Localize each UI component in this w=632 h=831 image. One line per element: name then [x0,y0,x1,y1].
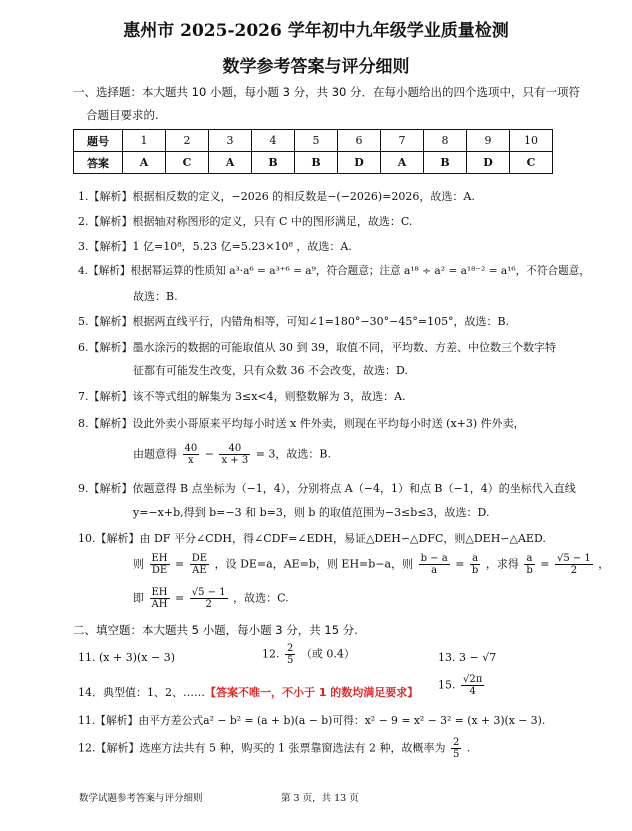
fraction: $\frac{40}{x}$ [184,443,198,466]
question-number: 3 [209,130,252,152]
fill-answer-14 [78,684,418,700]
text: 15. [438,678,456,692]
fraction: $\frac{EH}{AH}$ [151,587,168,610]
equals-sign: = [175,557,185,571]
question-number: 2 [166,130,209,152]
section2-heading: 二、填空题：本大题共 5 小题，每小题 3 分，共 15 分. [73,623,358,637]
solution-4-cont: 故选：B. [133,290,178,303]
answer-table-number-row [74,130,553,152]
text: 则 [133,557,144,571]
page-title: 惠州市 2025-2026 学年初中九年级学业质量检测 [123,21,509,41]
fraction: $\frac{EH}{DE}$ [151,553,168,576]
fraction: $\frac{2}{5}$ [452,737,460,760]
page-subtitle: 数学参考答案与评分细则 [222,57,410,77]
solution-4: 4.【解析】根据幂运算的性质知 a³·a⁶ = a³⁺⁶ = a⁹，符合题意；注意 a¹⁸ ÷ a² = a¹⁸⁻² = a¹⁶，不符合题意， [78,265,590,277]
fraction: $\frac{√5 - 1}{2}$ [191,587,226,610]
text: ，求得 [485,557,519,571]
solution-10-result [133,587,289,610]
fraction: $\frac{b - a}{a}$ [420,553,448,576]
question-number: 1 [123,130,166,152]
text: 12.【解析】选座方法共有 5 种，购买的 1 张票靠窗选法有 2 种，故概率为 [78,741,446,755]
equals-sign: = [175,591,185,605]
fraction: $\frac{√5 - 1}{2}$ [556,553,591,576]
question-number: 8 [424,130,467,152]
solution-10: 10.【解析】由 DF 平分∠CDH，得∠CDF=∠EDH，易证△DEH∽△DFC，则△DEH∽△AED. [78,532,546,545]
answer-cell: D [338,152,381,174]
question-number: 4 [252,130,295,152]
minus-sign: − [204,447,214,461]
explain-11: 11.【解析】由平方差公式a² − b² = (a + b)(a − b)可得：x² − 9 = x² − 3² = (x + 3)(x − 3). [78,714,546,727]
solution-5: 5.【解析】根据两直线平行，内错角相等，可知∠1=180°−30°−45°=105°，故选：B. [78,315,510,328]
fill-answer-15 [438,674,486,697]
solution-8-equation [133,443,331,466]
footer-title: 数学试题参考答案与评分细则 [79,793,203,804]
question-number: 7 [381,130,424,152]
text: = 3，故选：B. [255,447,331,461]
solution-9: 9.【解析】依题意得 B 点坐标为（−1，4），分别将点 A（−4，1）和点 B（−1，4）的坐标代入直线 [78,482,576,495]
answer-cell: B [295,152,338,174]
text: ，故选：C. [233,591,289,605]
answer-cell: C [166,152,209,174]
question-number: 6 [338,130,381,152]
solution-9-cont: y=−x+b,得到 b=−3 和 b=3，则 b 的取值范围为−3≤b≤3，故选：D. [133,506,490,519]
answer-table-answer-row [74,152,553,174]
answer-table [73,129,553,174]
fill-answer-13: 13. 3 − √7 [438,651,497,664]
text: 12. [262,647,280,661]
answer-cell: D [467,152,510,174]
section1-heading-cont: 合题目要求的. [86,108,159,122]
equals-sign: = [540,557,550,571]
solution-1: 1.【解析】根据相反数的定义，−2026 的相反数是−(−2026)=2026，故选：A. [78,190,475,203]
solution-8: 8.【解析】设此外卖小哥原来平均每小时送 x 件外卖，则现在平均每小时送 (x+3) 件外卖， [78,417,525,430]
row-label-answer: 答案 [74,152,123,174]
answer-note: 【答案不唯一，不小于 1 的数均满足要求】 [205,686,419,699]
fraction: $\frac{DE}{AE}$ [191,553,208,576]
fraction: $\frac{√2\pi}{4}$ [463,674,483,697]
solution-2: 2.【解析】根据轴对称图形的定义，只有 C 中的图形满足，故选：C. [78,215,413,228]
fraction: $\frac{a}{b}$ [526,553,533,576]
equals-sign: = [455,557,465,571]
text: . [466,741,471,755]
fraction: $\frac{a}{b}$ [471,553,479,576]
answer-cell: A [381,152,424,174]
text: ， [598,557,610,571]
solution-7: 7.【解析】该不等式组的解集为 3≤x<4，则整数解为 3，故选：A. [78,390,406,403]
answer-cell: B [424,152,467,174]
fraction: $\frac{2}{5}$ [287,643,294,666]
fraction: $\frac{40}{x + 3}$ [221,443,249,466]
answer-cell: C [510,152,553,174]
fill-answer-12 [262,643,355,666]
text: 14．典型值：1、2、…… [78,686,205,699]
question-number: 9 [467,130,510,152]
answer-cell: A [123,152,166,174]
text: （或 0.4） [300,647,355,661]
fill-answer-11: 11. (x + 3)(x − 3) [78,651,175,664]
solution-6: 6.【解析】墨水涂污的数据的可能取值从 30 到 39，取值不同，平均数、方差、中位数三个数字特 [78,341,556,354]
solution-10-equation [133,553,609,576]
question-number: 5 [295,130,338,152]
page-number: 第 3 页，共 13 页 [281,793,359,804]
solution-3: 3.【解析】1 亿=10⁸，5.23 亿=5.23×10⁸ ，故选：A. [78,240,352,253]
answer-cell: A [209,152,252,174]
explain-12 [78,737,470,760]
answer-cell: B [252,152,295,174]
solution-6-cont: 征都有可能发生改变，只有众数 36 不会改变，故选：D. [133,364,408,377]
text: ，设 DE=a，AE=b，则 EH=b−a，则 [214,557,414,571]
section1-heading: 一、选择题：本大题共 10 小题，每小题 3 分，共 30 分．在每小题给出的四个选项中，只有一项符 [73,85,581,99]
question-number: 10 [510,130,553,152]
text: 即 [133,591,144,605]
text: 由题意得 [133,447,177,461]
row-label-number: 题号 [74,130,123,152]
